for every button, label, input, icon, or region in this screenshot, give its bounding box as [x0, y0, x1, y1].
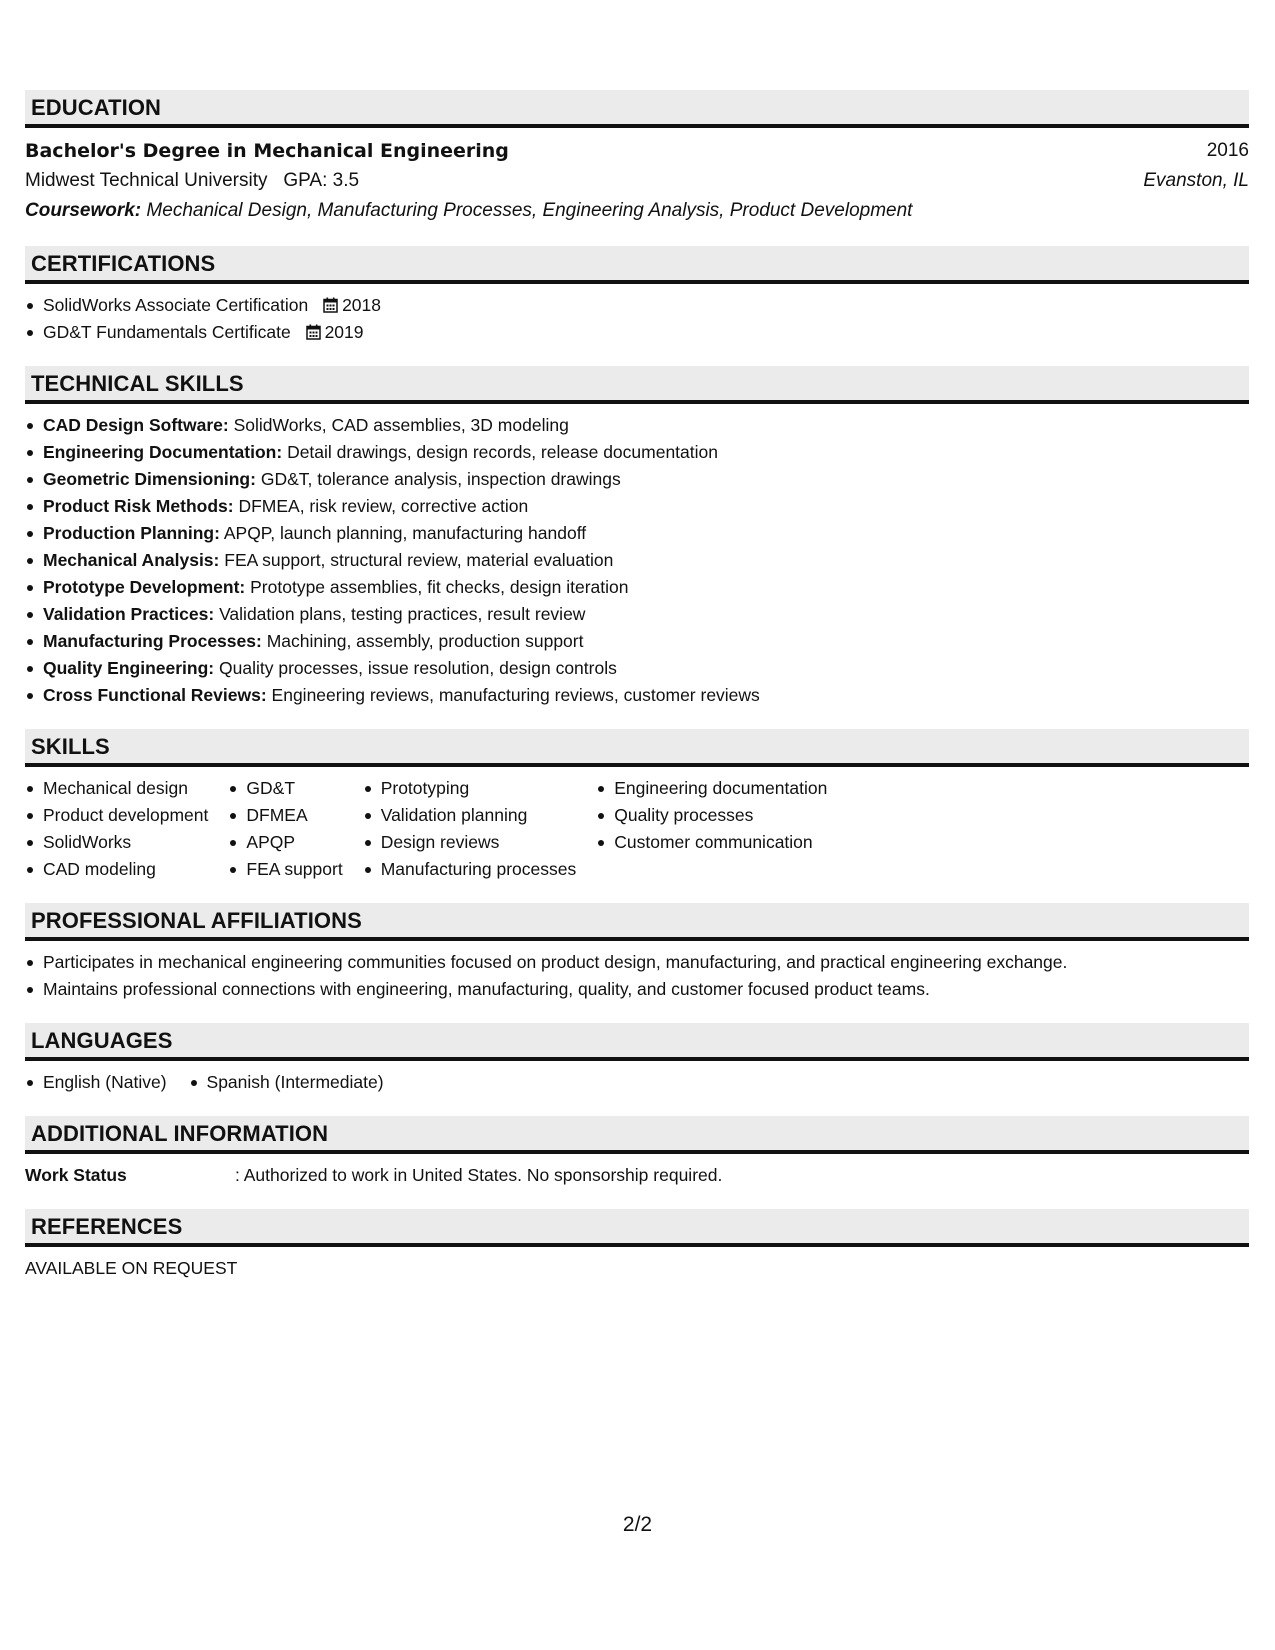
list-item [25, 439, 1249, 466]
list-item [25, 574, 1249, 601]
education-degree-row [25, 136, 1249, 166]
section-heading: LANGUAGES [25, 1023, 1249, 1061]
section-heading: SKILLS [25, 729, 1249, 767]
skill-label: Prototype Development: [43, 577, 246, 597]
list-item [25, 628, 1249, 655]
list-item [25, 319, 1249, 346]
additional-info-section [25, 1116, 1249, 1189]
coursework-label: Coursework: [25, 200, 142, 221]
skill-value: Prototype assemblies, fit checks, design iteration [250, 577, 629, 597]
section-heading: ADDITIONAL INFORMATION [25, 1116, 1249, 1154]
skills-column [596, 775, 827, 883]
skills-section [25, 729, 1249, 883]
work-status-label: Work Status [25, 1165, 127, 1185]
list-item [25, 493, 1249, 520]
work-status-value: : Authorized to work in United States. No sponsorship required. [235, 1165, 723, 1185]
skill-value: Machining, assembly, production support [266, 631, 584, 651]
technical-skills-list [25, 412, 1249, 709]
skill-value: APQP, launch planning, manufacturing handoff [223, 523, 587, 543]
skill-value: Engineering reviews, manufacturing reviews, customer reviews [271, 685, 760, 705]
certification-name: GD&T Fundamentals Certificate [43, 322, 291, 342]
skill-label: Quality Engineering: [43, 658, 215, 678]
graduation-year: 2016 [1206, 140, 1249, 161]
certification-year: 2019 [324, 322, 364, 342]
list-item: SolidWorks [25, 829, 208, 856]
resume-page [25, 90, 1249, 1302]
list-item [25, 601, 1249, 628]
references-section [25, 1209, 1249, 1282]
skills-column [363, 775, 577, 883]
languages-section [25, 1023, 1249, 1096]
skills-columns [25, 775, 1249, 883]
education-school-row [25, 166, 1249, 196]
list-item: Quality processes [596, 802, 827, 829]
list-item: FEA support [228, 856, 342, 883]
gpa: GPA: 3.5 [283, 170, 360, 191]
skill-value: Detail drawings, design records, release documentation [287, 442, 718, 462]
list-item: Engineering documentation [596, 775, 827, 802]
skill-value: DFMEA, risk review, corrective action [238, 496, 529, 516]
list-item: Design reviews [363, 829, 577, 856]
section-heading: EDUCATION [25, 90, 1249, 128]
list-item: Product development [25, 802, 208, 829]
list-item [25, 520, 1249, 547]
skill-value: Validation plans, testing practices, result review [219, 604, 586, 624]
skill-label: Geometric Dimensioning: [43, 469, 256, 489]
section-heading: TECHNICAL SKILLS [25, 366, 1249, 404]
school-name: Midwest Technical University [25, 170, 268, 191]
list-item: Participates in mechanical engineering communities focused on product design, manufacturing, and practical engineering exchange. [25, 949, 1249, 976]
section-heading: PROFESSIONAL AFFILIATIONS [25, 903, 1249, 941]
list-item [25, 547, 1249, 574]
skills-column [228, 775, 342, 883]
school-location: Evanston, IL [1143, 170, 1249, 191]
list-item [25, 292, 1249, 319]
affiliations-section [25, 903, 1249, 1003]
work-status-row [25, 1162, 1249, 1189]
section-heading: REFERENCES [25, 1209, 1249, 1247]
list-item [25, 682, 1249, 709]
certification-year: 2018 [342, 295, 382, 315]
list-item: DFMEA [228, 802, 342, 829]
skill-label: Cross Functional Reviews: [43, 685, 267, 705]
skills-column [25, 775, 208, 883]
technical-skills-section [25, 366, 1249, 709]
certifications-list [25, 292, 1249, 346]
degree-title: Bachelor's Degree in Mechanical Engineering [25, 140, 509, 162]
list-item [25, 655, 1249, 682]
list-item: Spanish (Intermediate) [189, 1069, 384, 1096]
skill-label: Production Planning: [43, 523, 220, 543]
section-heading: CERTIFICATIONS [25, 246, 1249, 284]
calendar-icon [323, 297, 338, 313]
list-item [25, 412, 1249, 439]
list-item: Validation planning [363, 802, 577, 829]
list-item: Prototyping [363, 775, 577, 802]
skill-value: FEA support, structural review, material evaluation [224, 550, 614, 570]
skill-value: GD&T, tolerance analysis, inspection drawings [260, 469, 621, 489]
page-number: 2/2 [622, 1513, 653, 1536]
education-section [25, 90, 1249, 226]
list-item: APQP [228, 829, 342, 856]
list-item: GD&T [228, 775, 342, 802]
affiliations-list [25, 949, 1249, 1003]
certification-name: SolidWorks Associate Certification [43, 295, 309, 315]
list-item [25, 466, 1249, 493]
certifications-section [25, 246, 1249, 346]
skill-value: Quality processes, issue resolution, design controls [219, 658, 617, 678]
list-item: Maintains professional connections with engineering, manufacturing, quality, and customer focused product teams. [25, 976, 1249, 1003]
list-item: Mechanical design [25, 775, 208, 802]
calendar-icon [306, 324, 321, 340]
coursework [25, 196, 1249, 226]
languages-list [25, 1069, 1249, 1096]
skill-label: Mechanical Analysis: [43, 550, 220, 570]
list-item: Customer communication [596, 829, 827, 856]
skill-label: Product Risk Methods: [43, 496, 234, 516]
skill-label: Engineering Documentation: [43, 442, 283, 462]
references-text: AVAILABLE ON REQUEST [25, 1258, 238, 1278]
list-item: English (Native) [25, 1069, 167, 1096]
coursework-list: Mechanical Design, Manufacturing Processes, Engineering Analysis, Product Development [146, 200, 913, 221]
skill-label: Manufacturing Processes: [43, 631, 262, 651]
skill-label: Validation Practices: [43, 604, 215, 624]
list-item: CAD modeling [25, 856, 208, 883]
skill-value: SolidWorks, CAD assemblies, 3D modeling [233, 415, 569, 435]
list-item: Manufacturing processes [363, 856, 577, 883]
skill-label: CAD Design Software: [43, 415, 229, 435]
